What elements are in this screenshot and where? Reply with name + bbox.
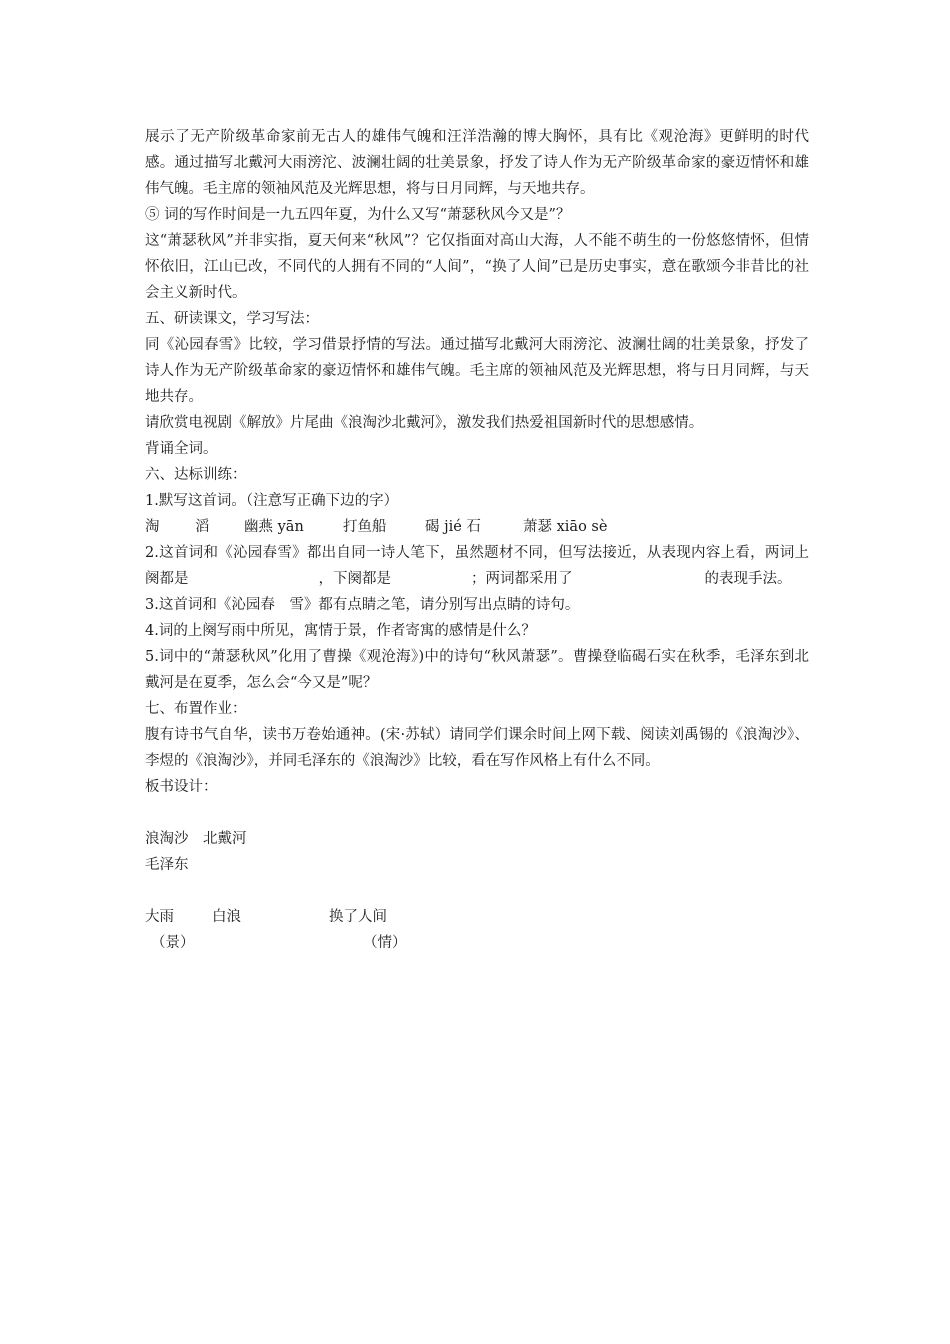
- board-title: 浪淘沙 北戴河: [145, 831, 247, 847]
- exercise-3: 3.这首词和《沁园春 雪》都有点睛之笔，请分别写出点睛的诗句。: [145, 597, 580, 613]
- word-item: 淘: [145, 519, 160, 535]
- section-7-title: 七、布置作业：: [145, 701, 247, 717]
- section-5-title: 五、研读课文，学习写法：: [145, 311, 319, 327]
- board-keywords-row: [145, 904, 809, 930]
- word-item: 幽燕 yān: [244, 519, 304, 535]
- board-author: 毛泽东: [145, 857, 189, 873]
- board-rain: 大雨: [145, 909, 174, 925]
- section-5-body: 同《沁园春雪》比较，学习借景抒情的写法。通过描写北戴河大雨滂沱、波澜壮阔的壮美景象，抒发了诗人作为无产阶级革命家的豪迈情怀和雄伟气魄。毛主席的领袖风范及光辉思想，将与日月同辉，与天地共存。: [145, 337, 809, 405]
- board-labels-row: [145, 930, 809, 956]
- section-7-body: 腹有诗书气自华，读书万卷始通神。(宋·苏轼）请同学们课余时间上网下载、阅读刘禹锡的《浪淘沙》、李煜的《浪淘沙》，并同毛泽东的《浪淘沙》比较，看在写作风格上有什么不同。: [145, 727, 809, 769]
- section-6-title: 六、达标训练：: [145, 467, 247, 483]
- exercise-2: 2.这首词和《沁园春雪》都出自同一诗人笔下，虽然题材不同，但写法接近，从表现内容上看，两词上阕都是 ，下阕都是 ；两词都采用了 的表现手法。: [145, 545, 809, 587]
- exercise-4: 4.词的上阕写雨中所见，寓情于景，作者寄寓的感情是什么？: [145, 623, 536, 639]
- word-item: 打鱼船: [343, 519, 387, 535]
- board-scene: （景）: [151, 935, 195, 951]
- board-changed: 换了人间: [329, 909, 387, 925]
- exercise-1-words: [145, 514, 809, 540]
- question-5: ⑤ 词的写作时间是一九五四年夏，为什么又写“萧瑟秋风今又是”？: [145, 207, 571, 223]
- answer-5: 这“萧瑟秋风”并非实指，夏天何来“秋风”？它仅指面对高山大海，人不能不萌生的一份悠悠情怀，但情怀依旧，江山已改，不同代的人拥有不同的“人间”，“换了人间”已是历史事实，意在歌颂今非昔比的社会主义新时代。: [145, 233, 809, 301]
- section-5-recite: 背诵全词。: [145, 441, 218, 457]
- exercise-1: 1.默写这首词。（注意写正确下边的字）: [145, 493, 399, 509]
- board-design-title: 板书设计：: [145, 779, 218, 795]
- board-heading: [145, 826, 809, 852]
- board-author-row: [145, 852, 809, 878]
- section-5-watch: 请欣赏电视剧《解放》片尾曲《浪淘沙北戴河》，激发我们热爱祖国新时代的思想感情。: [145, 415, 704, 431]
- board-feeling: （情）: [363, 935, 407, 951]
- board-wave: 白浪: [212, 909, 241, 925]
- paragraph-intro: 展示了无产阶级革命家前无古人的雄伟气魄和汪洋浩瀚的博大胸怀，具有比《观沧海》更鲜明的时代感。通过描写北戴河大雨滂沱、波澜壮阔的壮美景象，抒发了诗人作为无产阶级革命家的豪迈情怀和雄伟气魄。毛主席的领袖风范及光辉思想，将与日月同辉，与天地共存。: [145, 129, 809, 197]
- word-item: 滔: [195, 519, 210, 535]
- document-body: [145, 124, 809, 956]
- word-item: 萧瑟 xiāo sè: [523, 519, 608, 535]
- exercise-5: 5.词中的“萧瑟秋风”化用了曹操《观沧海》)中的诗句“秋风萧瑟”。曹操登临碣石实在秋季，毛泽东到北戴河是在夏季，怎么会“今又是”呢？: [145, 649, 809, 691]
- word-item: 碣 jié 石: [425, 519, 481, 535]
